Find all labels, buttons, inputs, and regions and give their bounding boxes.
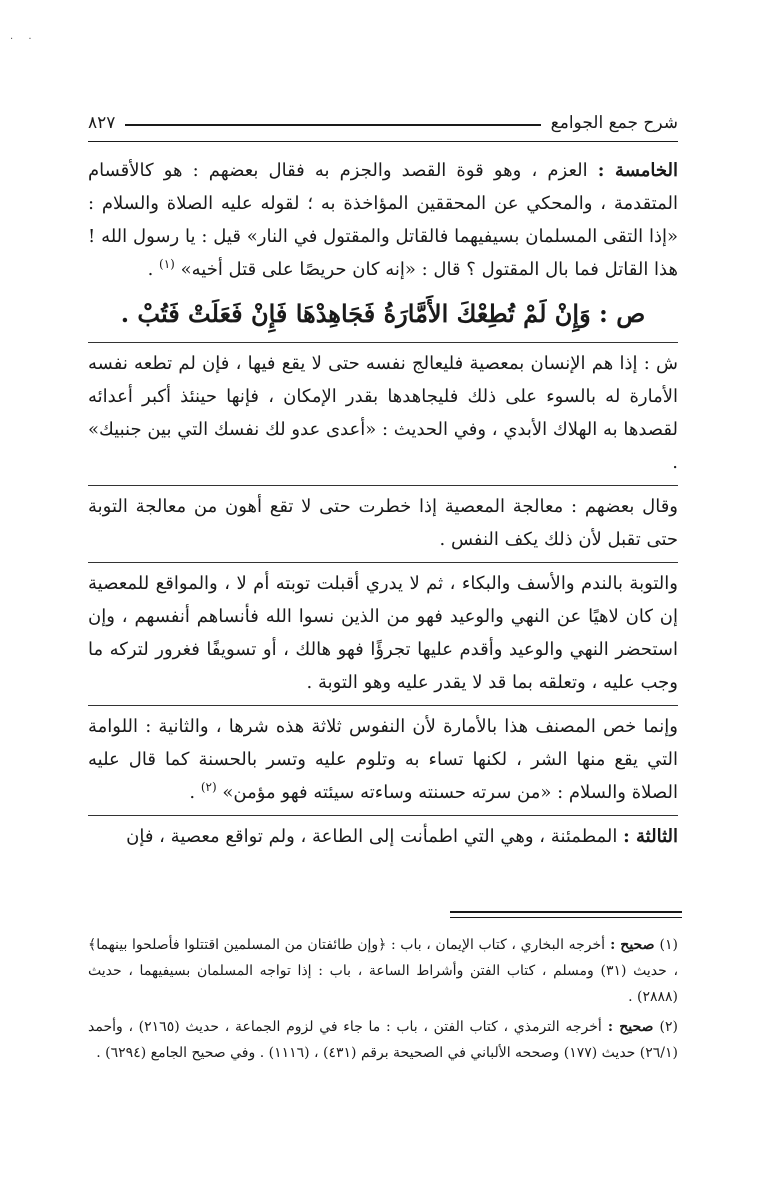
footnotes [88, 932, 678, 1070]
footnote-number: (١) [659, 937, 679, 953]
paragraph-repentance [88, 563, 678, 705]
footnote-number: (٢) [659, 1019, 678, 1035]
scan-mark: · · [10, 34, 38, 45]
paragraph-text: وقال بعضهم : معالجة المعصية إذا خطرت حتى لا تقع أهون من معالجة التوبة حتى تقبل لأن ذلك يكف النفس . [88, 496, 678, 550]
paragraph-souls [88, 706, 678, 815]
paragraph-some-said [88, 486, 678, 562]
paragraph-end: . [147, 259, 160, 280]
paragraph-sharh [88, 343, 678, 485]
main-text [88, 150, 678, 859]
paragraph-third [88, 816, 678, 859]
paragraph-text: المطمئنة ، وهي التي اطمأنت إلى الطاعة ، ولم تواقع معصية ، فإن [126, 826, 624, 847]
footnote-2 [88, 1014, 678, 1066]
footnote-text: أخرجه الترمذي ، كتاب الفتن ، باب : ما جاء في لزوم الجماعة ، حديث (٢١٦٥) ، وأحمد (٢٦/١) حديث (١٧٧) وصححه الألباني في الصحيحة برقم (٤٣١) ، (١١١٦) . وفي صحيح الجامع (٦٢٩٤) . [88, 1019, 678, 1061]
header-rule [125, 124, 540, 126]
paragraph-text: وإنما خص المصنف هذا بالأمارة لأن النفوس ثلاثة هذه شرها ، والثانية : اللوامة التي يقع منها الشر ، لكنها تساء به وتلوم عليه وتسر بالحسنة كما قال عليه الصلاة والسلام : «من سرته حسنته وساءته سيئته فهو مؤمن» [88, 716, 678, 803]
paragraph-text: والتوبة بالندم والأسف والبكاء ، ثم لا يدري أقبلت توبته أم لا ، والمواقع للمعصية إن كان لاهيًا عن النهي والوعيد فهو من الذين نسوا الله فأنساهم أنفسهم ، وإن استحضر النهي والوعيد وأقدم عليها تجرؤًا فهو هالك ، أو تسويفًا فغرور لتركه ما وجب عليه ، وتعلقه بما قد لا يقدر عليه وهو التوبة . [88, 573, 678, 693]
paragraph-end: . [189, 782, 201, 803]
footnote-rule [450, 911, 682, 913]
paragraph-label: الثالثة : [623, 826, 678, 847]
paragraph-label: الخامسة : [597, 160, 678, 181]
footnote-ref-2: (٢) [200, 780, 217, 794]
running-title: شرح جمع الجوامع [550, 113, 678, 133]
paragraph-text: ش : إذا هم الإنسان بمعصية فليعالج نفسه حتى لا يقع فيها ، فإن لم تطعه نفسه الأمارة له بالسوء على ذلك فليجاهدها بقدر الإمكان ، فإنها حينئذ أكبر أعدائه لقصدها به الهلاك الأبدي ، وفي الحديث : «أعدى عدو لك نفسك التي بين جنبيك» . [88, 353, 678, 473]
footnote-text: أخرجه البخاري ، كتاب الإيمان ، باب : ﴿وإن طائفتان من المسلمين اقتتلوا فأصلحوا بينهما﴾ ، حديث (٣١) ومسلم ، كتاب الفتن وأشراط الساعة ، باب : إذا تواجه المسلمان بسيفيهما ، حديث (٢٨٨٨) . [88, 937, 678, 1005]
matn-text: ص : وَإِنْ لَمْ تُطِعْكَ الأَمَّارَةُ فَجَاهِدْهَا فَإِنْ فَعَلَتْ فَتُبْ . [120, 299, 646, 328]
footnote-1 [88, 932, 678, 1010]
footnote-grade: صحيح : [601, 1019, 660, 1035]
header-divider [88, 141, 678, 142]
footnote-ref-1: (١) [159, 257, 175, 271]
page-number: ٨٢٧ [88, 113, 116, 133]
footnote-grade: صحيح : [605, 937, 660, 953]
paragraph-text: العزم ، وهو قوة القصد والجزم به فقال بعضهم : هو كالأقسام المتقدمة ، والمحكي عن المحققين المؤاخذة به ؛ لقوله عليه الصلاة والسلام : «إذا التقى المسلمان بسيفيهما فالقاتل والمقتول في النار» قيل : يا رسول الله ! هذا القاتل فما بال المقتول ؟ قال : «إنه كان حريصًا على قتل أخيه» [88, 160, 678, 280]
page-header [88, 112, 678, 134]
paragraph-fifth [88, 150, 678, 292]
footnote-rule-thin [450, 917, 682, 918]
